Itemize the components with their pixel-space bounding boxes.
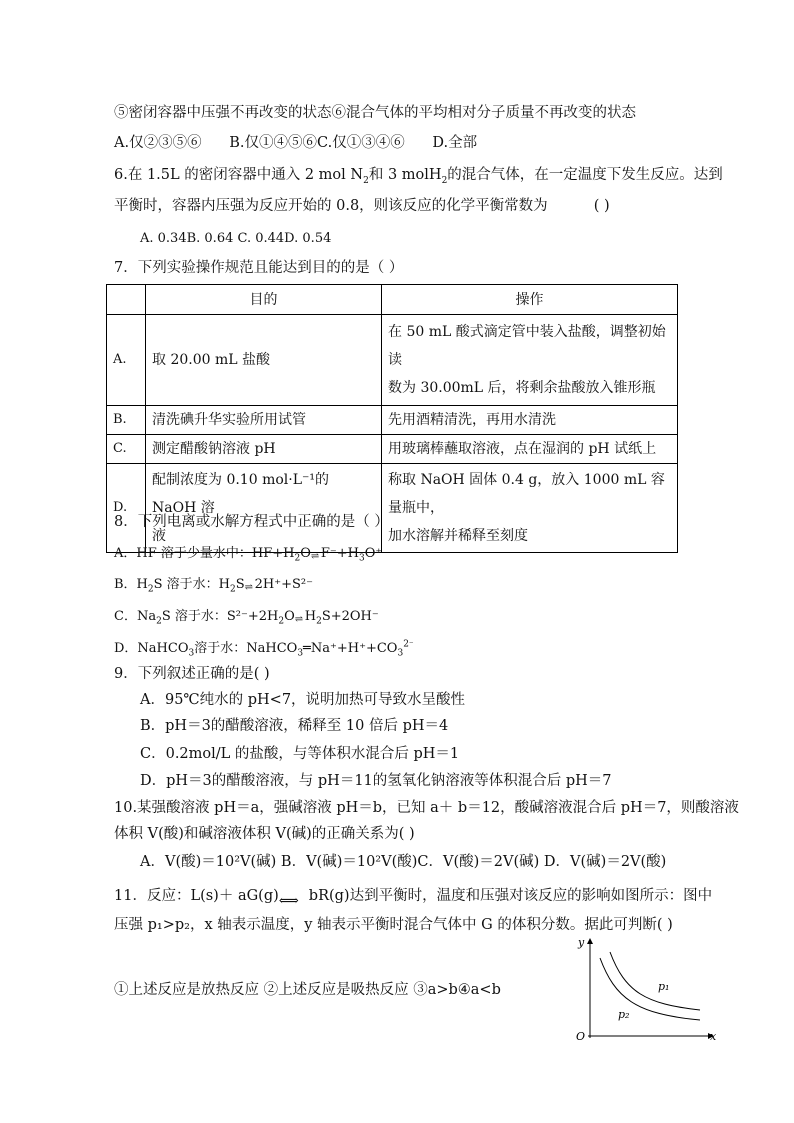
table-cell: A.: [107, 315, 146, 406]
q11-line-2: 压强 p₁>p₂，x 轴表示温度，y 轴表示平衡时混合气体中 G 的体积分数。据此可判断( ): [114, 917, 673, 933]
q8-option-a: A．HF 溶于少量水中：$HF+H_2O$ ⇌ $F^-+H_3O^+$: [114, 546, 383, 564]
q7-stem: 7．下列实验操作规范且能达到目的的是（ ）: [114, 260, 404, 276]
q9-option-b: B．pH＝3的醋酸溶液，稀释至 10 倍后 pH＝4: [140, 718, 449, 734]
curve-label-p1: p₁: [658, 980, 670, 993]
q10-line-2: 体积 V(酸)和碱溶液体积 V(碱)的正确关系为( ): [114, 826, 415, 842]
x-axis-label: x: [710, 1030, 717, 1043]
table-cell: 用玻璃棒蘸取溶液，点在湿润的 pH 试纸上: [382, 435, 678, 464]
table-header-cell: [107, 285, 146, 315]
table-header-cell: 目的: [146, 285, 382, 315]
table-cell: D.: [107, 464, 146, 553]
q6-line-2: 平衡时，容器内压强为反应开始的 0.8，则该反应的化学平衡常数为 ( ): [114, 198, 610, 214]
q6-choices: A. 0.34B. 0.64 C. 0.44D. 0.54: [140, 231, 332, 246]
q9-stem: 9．下列叙述正确的是( ): [114, 666, 270, 682]
q10-line-1: 10.某强酸溶液 pH＝a，强碱溶液 pH＝b，已知 a＋ b＝12，酸碱溶液混合后 pH＝7，则酸溶液: [114, 800, 739, 816]
q9-option-a: A．95℃纯水的 pH<7，说明加热可导致水呈酸性: [140, 692, 466, 708]
q9-option-c: C．0.2mol/L 的盐酸，与等体积水混合后 pH＝1: [140, 746, 460, 762]
curve-p1: [610, 952, 700, 1010]
q10-choices: A．V(酸)＝10²V(碱) B．V(碱)＝10²V(酸)C．V(酸)＝2V(碱) D．V(碱)＝2V(酸): [140, 854, 667, 870]
q9-option-d: D．pH＝3的醋酸溶液，与 pH＝11的氢氧化钠溶液等体积混合后 pH＝7: [140, 773, 612, 789]
table-cell: 称取 NaOH 固体 0.4 g，放入 1000 mL 容量瓶中， 加水溶解并稀释至刻度: [382, 464, 678, 553]
table-cell: 先用酒精清洗，再用水清洗: [382, 406, 678, 435]
q8-option-b: B．$H_2S$ 溶于水：$H_2S$ ⇌ 2H⁺+S²⁻: [114, 577, 313, 595]
q7-table-header: [107, 285, 678, 315]
q8-stem: 8．下列电离或水解方程式中正确的是（ ）: [114, 514, 389, 530]
q5-options-line: ⑤密闭容器中压强不再改变的状态⑥混合气体的平均相对分子质量不再改变的状态: [114, 105, 636, 121]
table-row: [107, 406, 678, 435]
q11-graph: [570, 932, 720, 1044]
curve-label-p2: p₂: [618, 1008, 630, 1021]
q11-options: ①上述反应是放热反应 ②上述反应是吸热反应 ③a>b④a<b: [114, 982, 501, 998]
curve-p2: [600, 958, 700, 1020]
q6-line-1: 6.在 1.5L 的密闭容器中通入 2 mol $N_2$和 3 molH$_2$的混合气体，在一定温度下发生反应。达到: [114, 167, 723, 186]
table-cell: 测定醋酸钠溶液 pH: [146, 435, 382, 464]
q8-option-c: C．$Na_2S$ 溶于水：$S^{2-}+2H_2O$ ⇌ $H_2S+2OH^-$: [114, 609, 379, 627]
table-cell: C.: [107, 435, 146, 464]
y-axis-arrow-icon: [587, 938, 593, 944]
q8-option-d: D．NaHCO$_3$溶于水：$NaHCO_3═Na^++H^++CO_3^{2^-}$: [114, 639, 414, 659]
table-cell: 在 50 mL 酸式滴定管中装入盐酸，调整初始读 数为 30.00mL 后，将剩余盐酸放入锥形瓶: [382, 315, 678, 406]
table-row: [107, 435, 678, 464]
table-cell: B.: [107, 406, 146, 435]
origin-label: O: [576, 1030, 586, 1043]
table-cell: 清洗碘升华实验所用试管: [146, 406, 382, 435]
table-cell: 取 20.00 mL 盐酸: [146, 315, 382, 406]
table-row: [107, 464, 678, 553]
y-axis-label: y: [578, 936, 585, 949]
table-cell: 配制浓度为 0.10 mol·L⁻¹的 NaOH 溶 液: [146, 464, 382, 553]
table-header-cell: 操作: [382, 285, 678, 315]
q11-line-1: 11．反应：L(s)＋ aG(g) ⟺ bR(g)达到平衡时，温度和压强对该反应的影响如图所示：图中: [114, 888, 713, 909]
q5-answers-line: A.仅②③⑤⑥ B.仅①④⑤⑥C.仅①③④⑥ D.全部: [114, 135, 478, 151]
table-row: [107, 315, 678, 406]
